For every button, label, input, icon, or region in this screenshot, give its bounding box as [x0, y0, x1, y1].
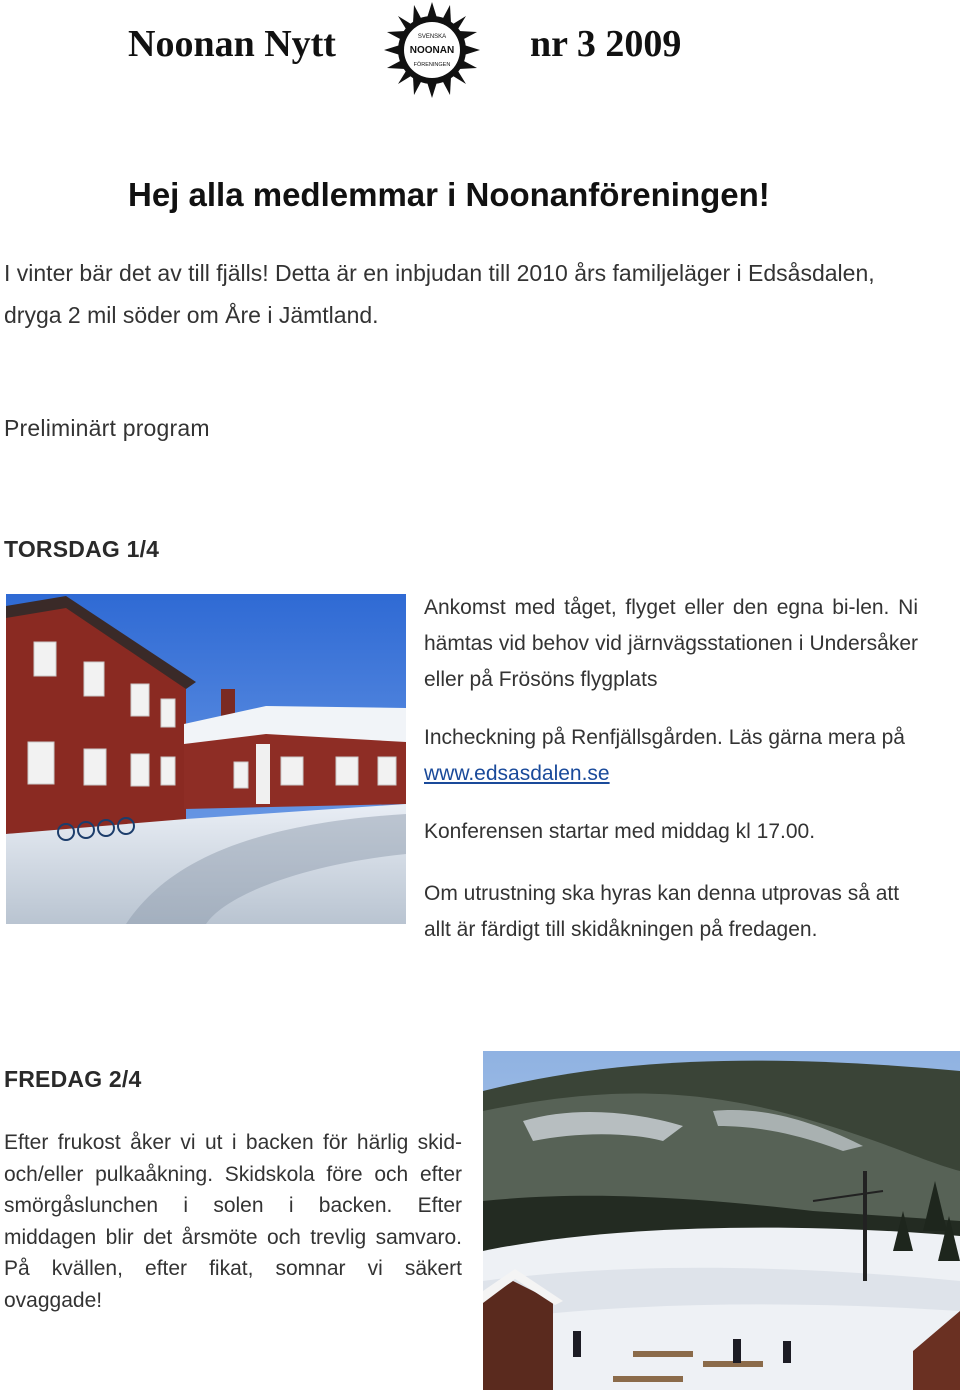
- newsletter-title: Noonan Nytt: [128, 23, 336, 65]
- svg-text:SVENSKA: SVENSKA: [417, 34, 447, 40]
- thursday-heading: TORSDAG 1/4: [4, 536, 160, 562]
- thursday-arrival-text: Ankomst med tåget, flyget eller den egna bi-len. Ni hämtas vid behov vid järnvägsstationen i Undersåker eller på Frösöns flygplats: [424, 596, 918, 691]
- program-heading: Preliminärt program: [4, 415, 210, 441]
- noonan-logo: [382, 0, 482, 100]
- thursday-checkin-text: [424, 720, 918, 792]
- checkin-text: Incheckning på Renfjällsgården. Läs gärna mera på: [424, 726, 905, 749]
- lodge-photo: [6, 594, 406, 924]
- issue-number: nr 3 2009: [530, 23, 682, 65]
- ski-slope-photo: [483, 1051, 960, 1390]
- friday-text: Efter frukost åker vi ut i backen för härlig skid- och/eller pulkaåkning. Skidskola före och efter smörgåslunchen i solen i backen. Efter middagen blir det årsmöte och trevlig samvaro. På kvällen, efter fikat, somnar vi säkert ovaggade!: [4, 1131, 462, 1312]
- intro-text: I vinter bär det av till fjälls! Detta är en inbjudan till 2010 års familjeläger i Edsåsdalen, dryga 2 mil söder om Åre i Jämtland.: [4, 260, 875, 328]
- equipment-text: Om utrustning ska hyras kan denna utprovas så att allt är färdigt till skidåkningen på fredagen.: [424, 882, 900, 941]
- edsasdalen-link[interactable]: www.edsasdalen.se: [424, 762, 610, 785]
- conference-start-text: Konferensen startar med middag kl 17.00.: [424, 820, 816, 843]
- svg-text:FÖRENINGEN: FÖRENINGEN: [413, 62, 451, 68]
- friday-heading: FREDAG 2/4: [4, 1066, 142, 1092]
- svg-text:NOONAN: NOONAN: [409, 45, 455, 56]
- headline: Hej alla medlemmar i Noonanföreningen!: [128, 176, 770, 213]
